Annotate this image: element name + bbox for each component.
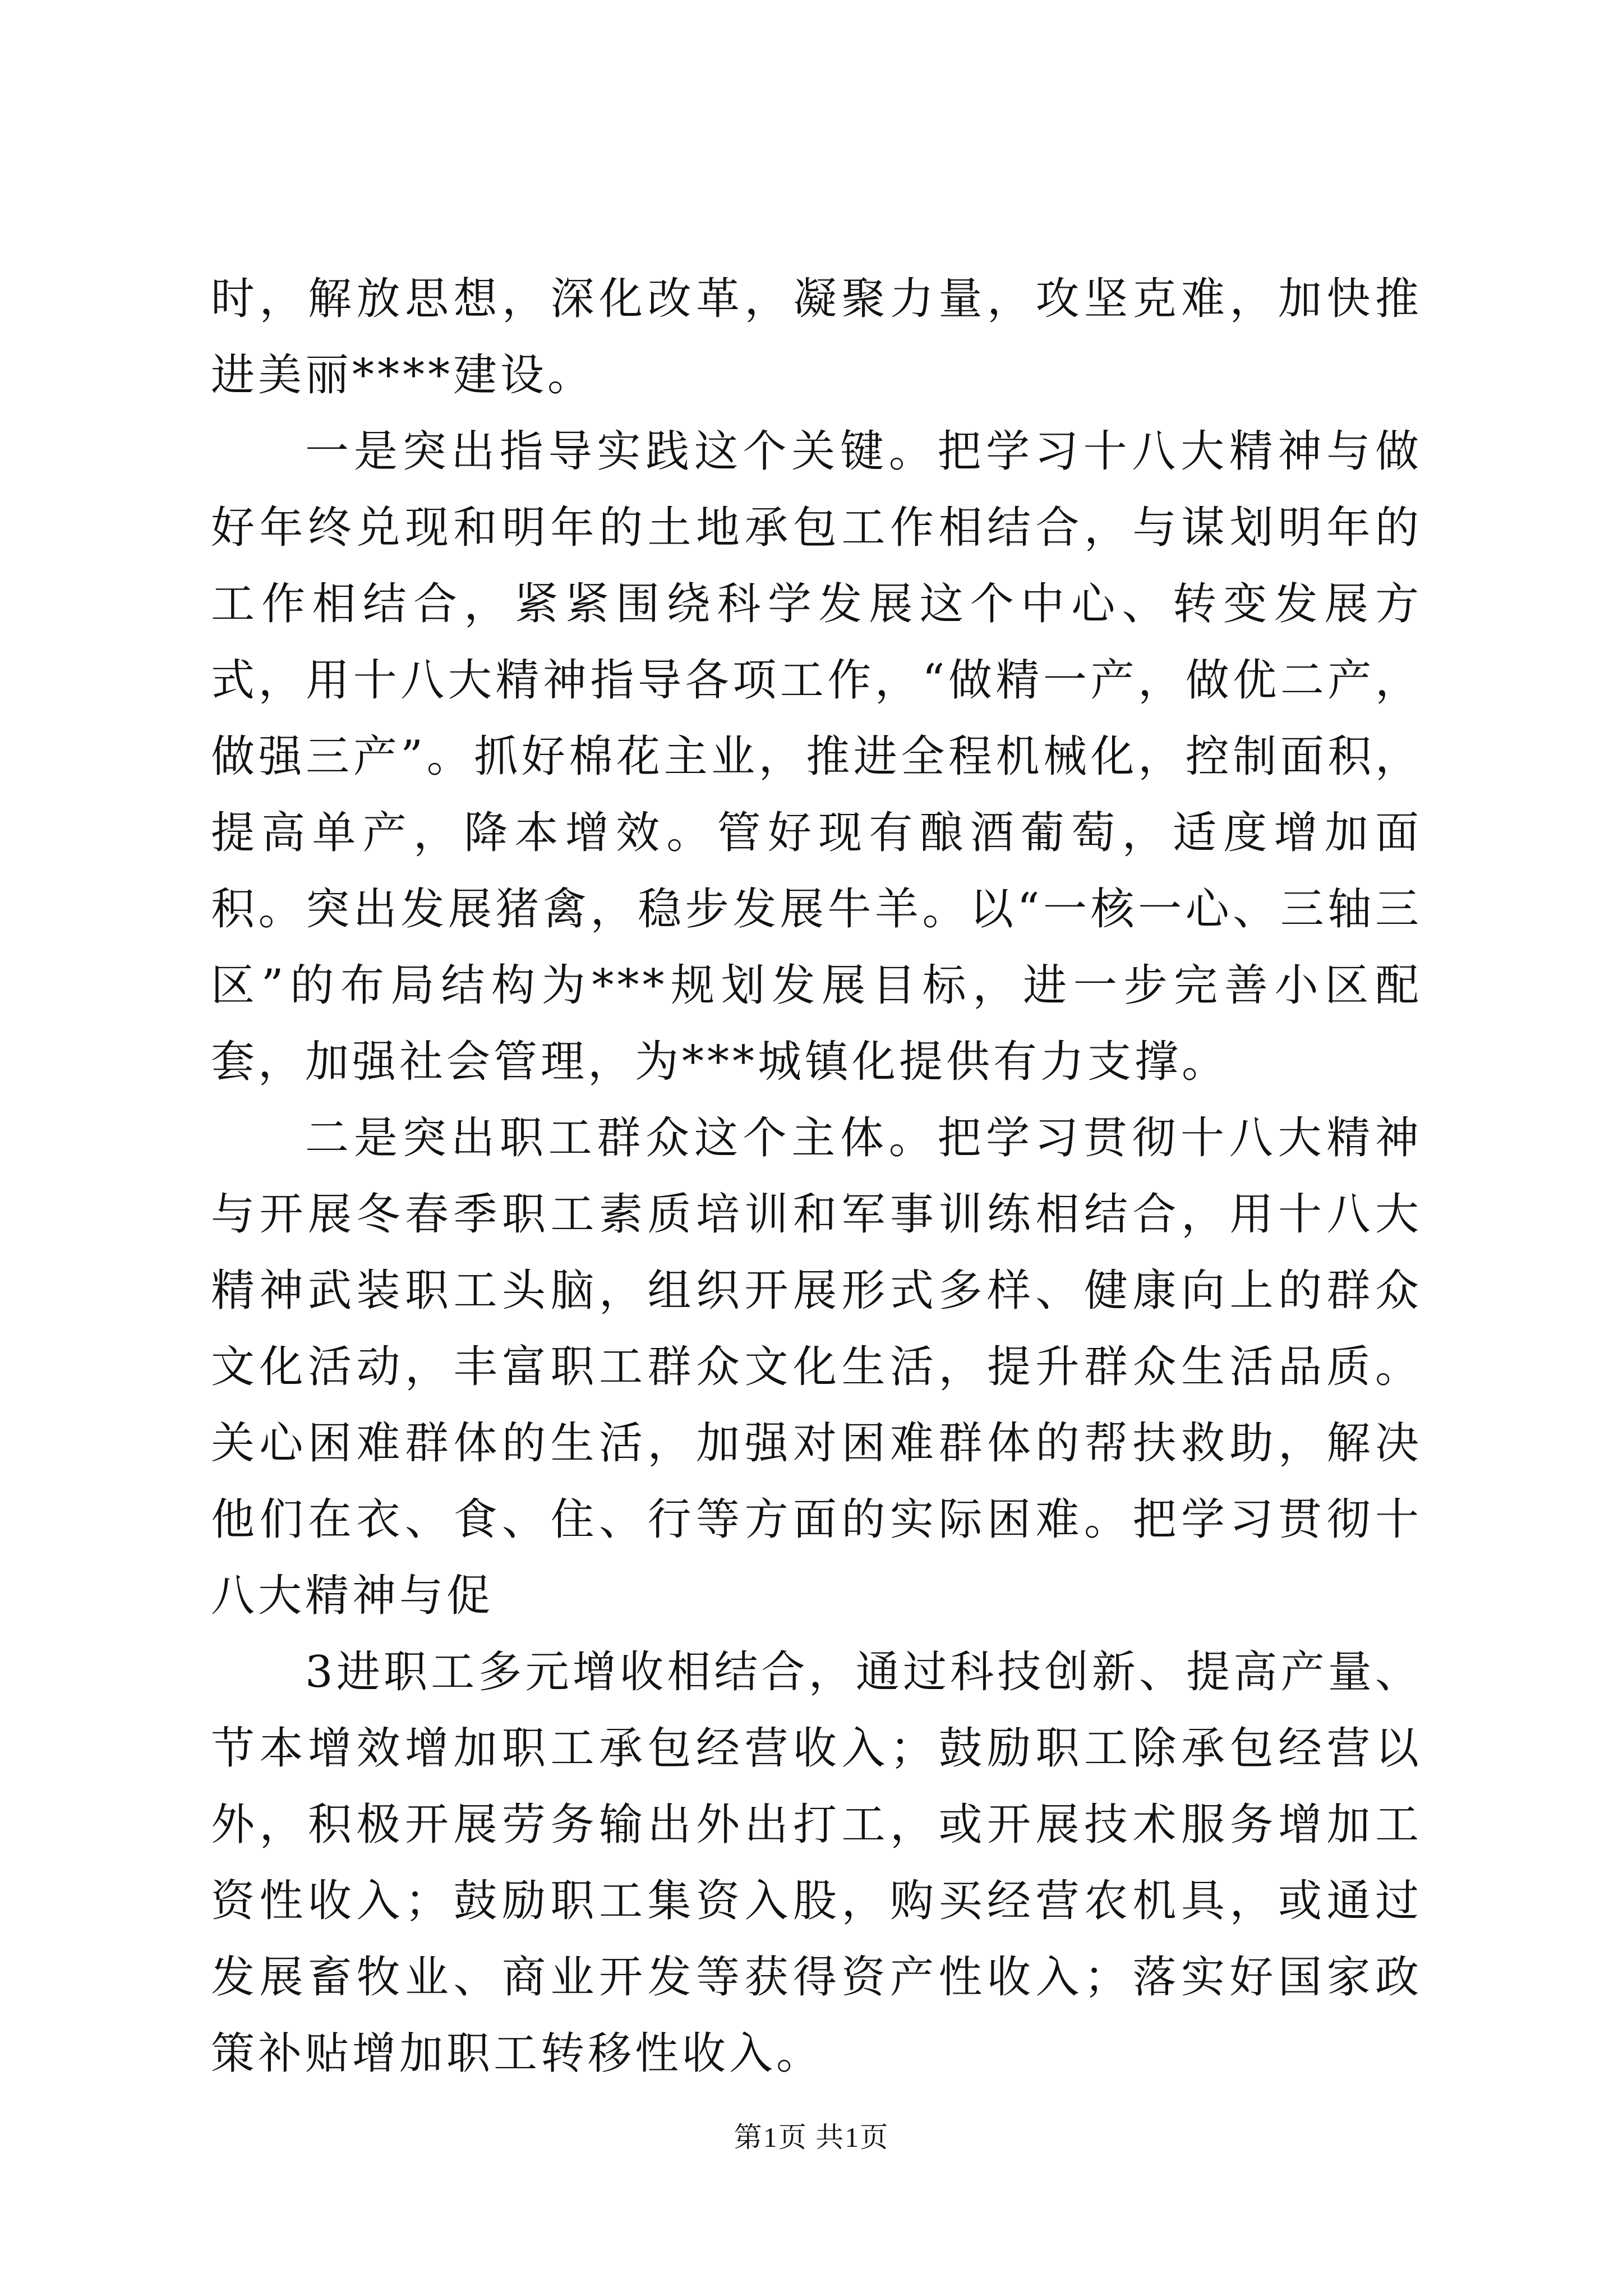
paragraph-guidance-practice: 一是突出指导实践这个关键。把学习十八大精神与做好年终兑现和明年的土地承包工作相结合，与谋划明年的工作相结合，紧紧围绕科学发展这个中心、转变发展方式，用十八大精神指导各项工作，“做精一产，做优二产，做强三产”。抓好棉花主业，推进全程机械化，控制面积，提高单产，降本增效。管好现有酿酒葡萄，适度增加面积。突出发展猪禽，稳步发展牛羊。以“一核一心、三轴三区”的布局结构为***规划发展目标，进一步完善小区配套，加强社会管理，为***城镇化提供有力支撑。 xyxy=(211,426,1422,1087)
paragraph-continuation: 时，解放思想，深化改革，凝聚力量，攻坚克难，加快推进美丽****建设。 xyxy=(211,274,1422,401)
paragraph-workers-masses: 二是突出职工群众这个主体。把学习贯彻十八大精神与开展冬春季职工素质培训和军事训练相结合，用十八大精神武装职工头脑，组织开展形式多样、健康向上的群众文化活动，丰富职工群众文化生活，提升群众生活品质。关心困难群体的生活，加强对困难群体的帮扶救助，解决他们在衣、食、住、行等方面的实际困难。把学习贯彻十八大精神与促 xyxy=(211,1113,1422,1621)
page-number-footer: 第1页 共1页 xyxy=(734,2122,889,2153)
document-body xyxy=(211,261,1422,2092)
paragraph-income-growth: 3进职工多元增收相结合，通过科技创新、提高产量、节本增效增加职工承包经营收入；鼓励职工除承包经营以外，积极开展劳务输出外出打工，或开展技术服务增加工资性收入；鼓励职工集资入股，购买经营农机具，或通过发展畜牧业、商业开发等获得资产性收入；落实好国家政策补贴增加职工转移性收入。 xyxy=(211,1647,1422,2079)
